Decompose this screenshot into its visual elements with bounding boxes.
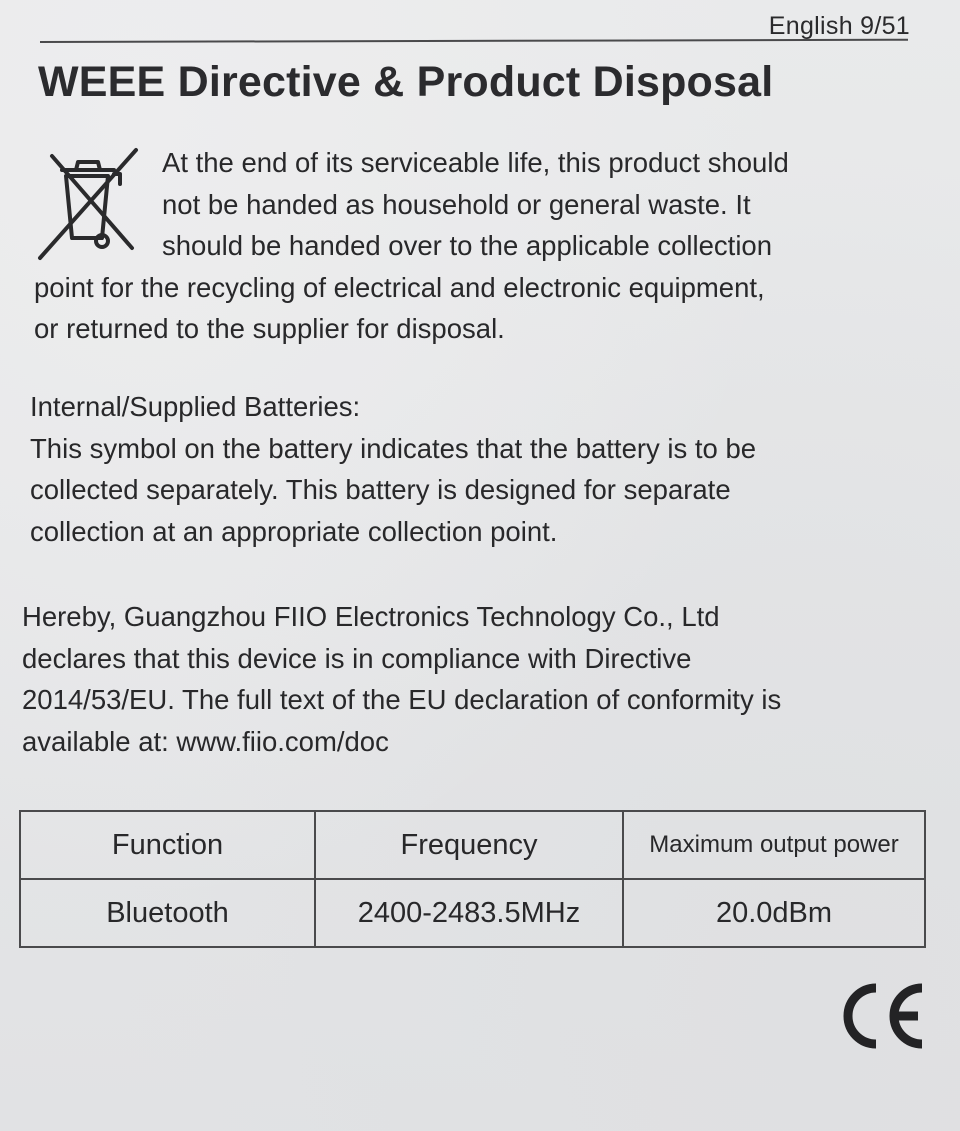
table-row — [20, 879, 925, 947]
cell-frequency: 2400-2483.5MHz — [315, 879, 623, 947]
declaration-line: declares that this device is in compliance with Directive — [22, 642, 692, 674]
header-divider — [40, 39, 908, 43]
batteries-paragraph — [30, 386, 756, 552]
declaration-line: available at: www.fiio.com/doc — [22, 725, 389, 757]
cell-function: Bluetooth — [20, 879, 315, 947]
weee-line: At the end of its serviceable life, this product should — [162, 147, 789, 178]
batteries-heading: Internal/Supplied Batteries: — [30, 391, 361, 422]
weee-disposal-paragraph — [34, 142, 789, 350]
header-max-output-power: Maximum output power — [623, 811, 925, 879]
page-title: WEEE Directive & Product Disposal — [38, 58, 774, 106]
weee-line: should be handed over to the applicable collection — [162, 230, 773, 261]
header-function: Function — [20, 811, 315, 879]
batteries-line: This symbol on the battery indicates that the battery is to be — [30, 432, 757, 464]
cell-max-output-power: 20.0dBm — [623, 879, 925, 947]
ce-mark-icon — [836, 980, 930, 1052]
weee-line: point for the recycling of electrical and electronic equipment, — [34, 271, 765, 303]
page-number: English 9/51 — [768, 12, 910, 40]
declaration-line: 2014/53/EU. The full text of the EU declaration of conformity is — [22, 684, 782, 715]
batteries-line: collected separately. This battery is designed for separate — [30, 474, 731, 505]
weee-line: or returned to the supplier for disposal. — [34, 313, 505, 344]
table-header-row — [20, 811, 925, 879]
batteries-line: collection at an appropriate collection point. — [30, 515, 558, 547]
radio-spec-table — [19, 810, 926, 948]
header-frequency: Frequency — [315, 811, 623, 879]
declaration-paragraph — [22, 596, 781, 762]
weee-line: not be handed as household or general waste. It — [162, 188, 751, 220]
declaration-line: Hereby, Guangzhou FIIO Electronics Technology Co., Ltd — [22, 601, 720, 632]
